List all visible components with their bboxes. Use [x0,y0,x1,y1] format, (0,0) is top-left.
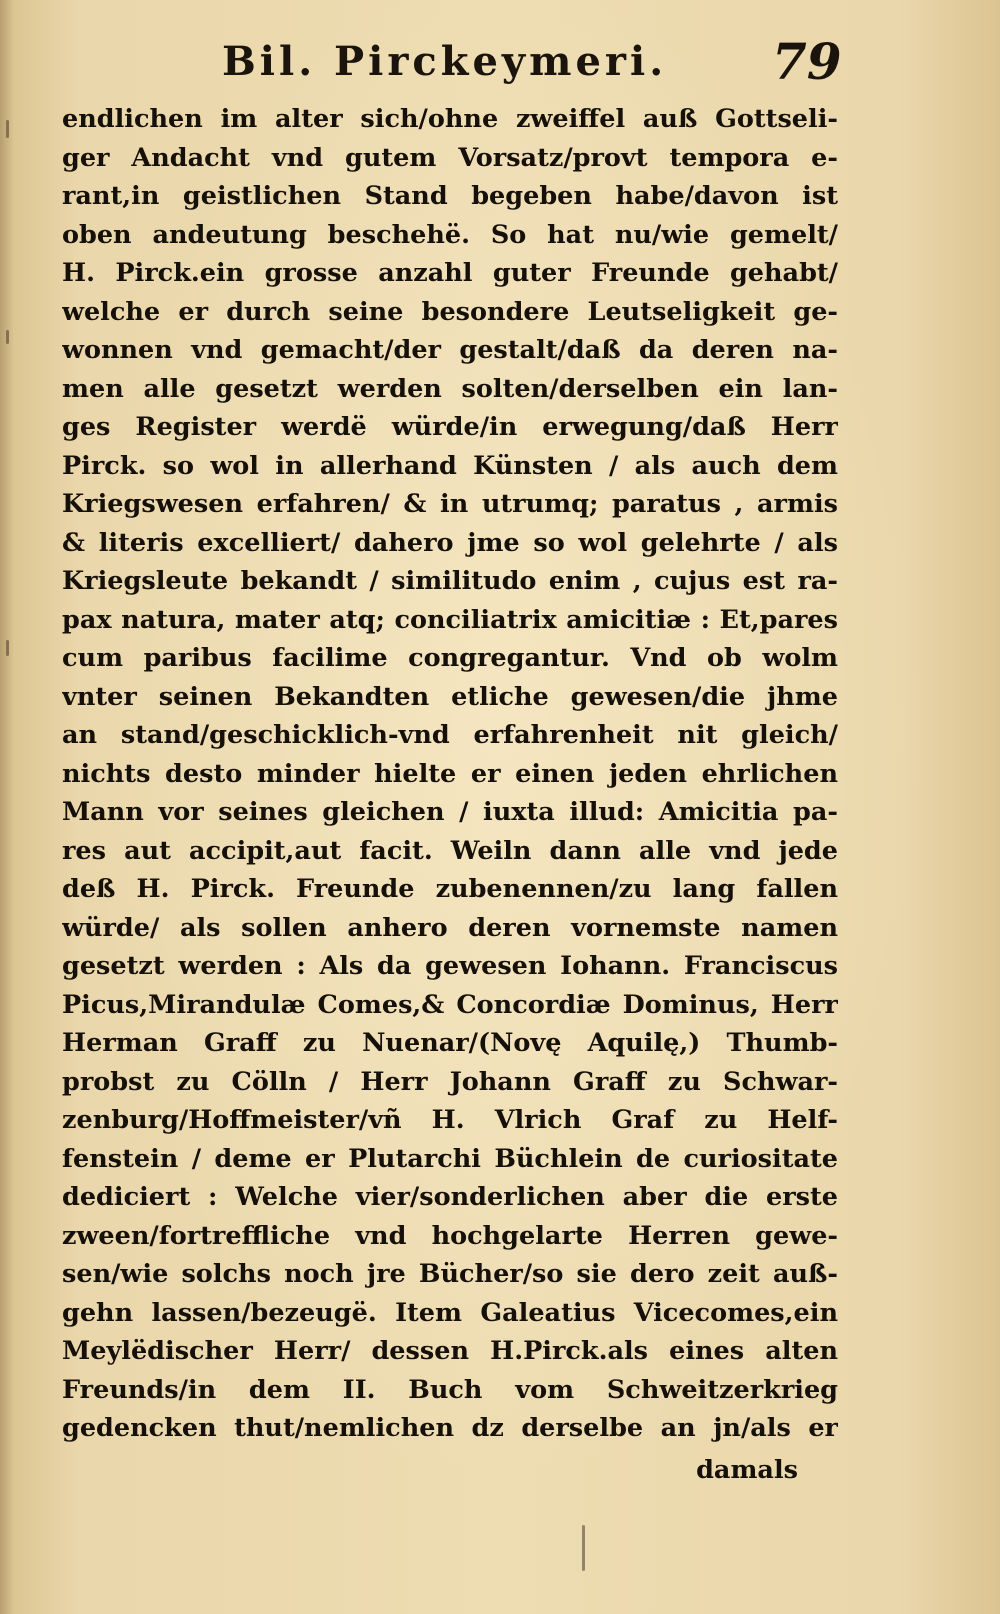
text-line: an stand/geschicklich-vnd erfahrenheit nit gleich/ [62,720,838,750]
text-line: probst zu Cölln / Herr Johann Graff zu Schwar- [62,1066,838,1097]
text-line: ger Andacht vnd gutem Vorsatz/provt tempora e- [62,142,838,173]
text-line: pax natura, mater atq; conciliatrix amicitiæ : Et,pares [62,604,838,635]
paper-mark [6,640,9,656]
text-line: cum paribus facilime congregantur. Vnd ob wolm [62,643,838,673]
paper-mark [582,1525,585,1571]
body-text [62,100,838,1492]
page-number: 79 [772,32,842,91]
text-line: welche er durch seine besondere Leutseligkeit ge- [62,296,838,327]
text-line: fenstein / deme er Plutarchi Büchlein de curiositate [62,1143,838,1174]
text-line: Picus,Mirandulæ Comes,& Concordiæ Dominus, Herr [62,989,838,1020]
text-line: endlichen im alter sich/ohne zweiffel auß Gottseli- [62,104,838,134]
paper-mark [6,120,9,138]
text-line: sen/wie solchs noch jre Bücher/so sie dero zeit auß- [62,1259,838,1289]
page-gutter-shadow [0,0,14,1614]
text-line: würde/ als sollen anhero deren vornemste namen [62,912,838,943]
text-line: gedencken thut/nemlichen dz derselbe an jn/als er [62,1413,838,1443]
text-line: ges Register werdë würde/in erwegung/daß Herr [62,412,838,442]
text-line: Freunds/in dem II. Buch vom Schweitzerkrieg [62,1374,838,1405]
text-line: oben andeutung beschehë. So hat nu/wie gemelt/ [62,219,838,250]
catchword: damals [696,1454,798,1485]
text-line: rant,in geistlichen Stand begeben habe/davon ist [62,181,838,211]
text-line: deß H. Pirck. Freunde zubenennen/zu lang fallen [62,874,838,904]
paper-mark [6,330,9,344]
text-line: zween/fortreffliche vnd hochgelarte Herren gewe- [62,1220,838,1251]
text-line: H. Pirck.ein grosse anzahl guter Freunde gehabt/ [62,258,838,288]
text-line: Pirck. so wol in allerhand Künsten / als auch dem [62,450,838,481]
text-line: Kriegswesen erfahren/ & in utrumq; paratus , armis [62,489,838,519]
text-line: Meylëdischer Herr/ dessen H.Pirck.als eines alten [62,1336,838,1366]
text-line: wonnen vnd gemacht/der gestalt/daß da deren na- [62,335,838,365]
catchword-row [62,1448,838,1492]
page-header [0,32,1000,98]
running-head: Bil. Pirckeymeri. [222,38,668,85]
text-line: Mann vor seines gleichen / iuxta illud: Amicitia pa- [62,797,838,827]
text-line: zenburg/Hoffmeister/vñ H. Vlrich Graf zu Helf- [62,1105,838,1135]
text-line: men alle gesetzt werden solten/derselben ein lan- [62,373,838,404]
text-line: res aut accipit,aut facit. Weiln dann alle vnd jede [62,835,838,866]
text-line: nichts desto minder hielte er einen jeden ehrlichen [62,758,838,789]
text-line: gehn lassen/bezeugë. Item Galeatius Vicecomes,ein [62,1297,838,1328]
text-line: vnter seinen Bekandten etliche gewesen/die jhme [62,681,838,712]
text-line: Herman Graff zu Nuenar/(Novę Aquilę,) Thumb- [62,1028,838,1058]
text-line: & literis excelliert/ dahero jme so wol gelehrte / als [62,527,838,558]
text-line: Kriegsleute bekandt / similitudo enim , cujus est ra- [62,566,838,596]
text-line: gesetzt werden : Als da gewesen Iohann. Franciscus [62,951,838,981]
text-line: dediciert : Welche vier/sonderlichen aber die erste [62,1182,838,1212]
